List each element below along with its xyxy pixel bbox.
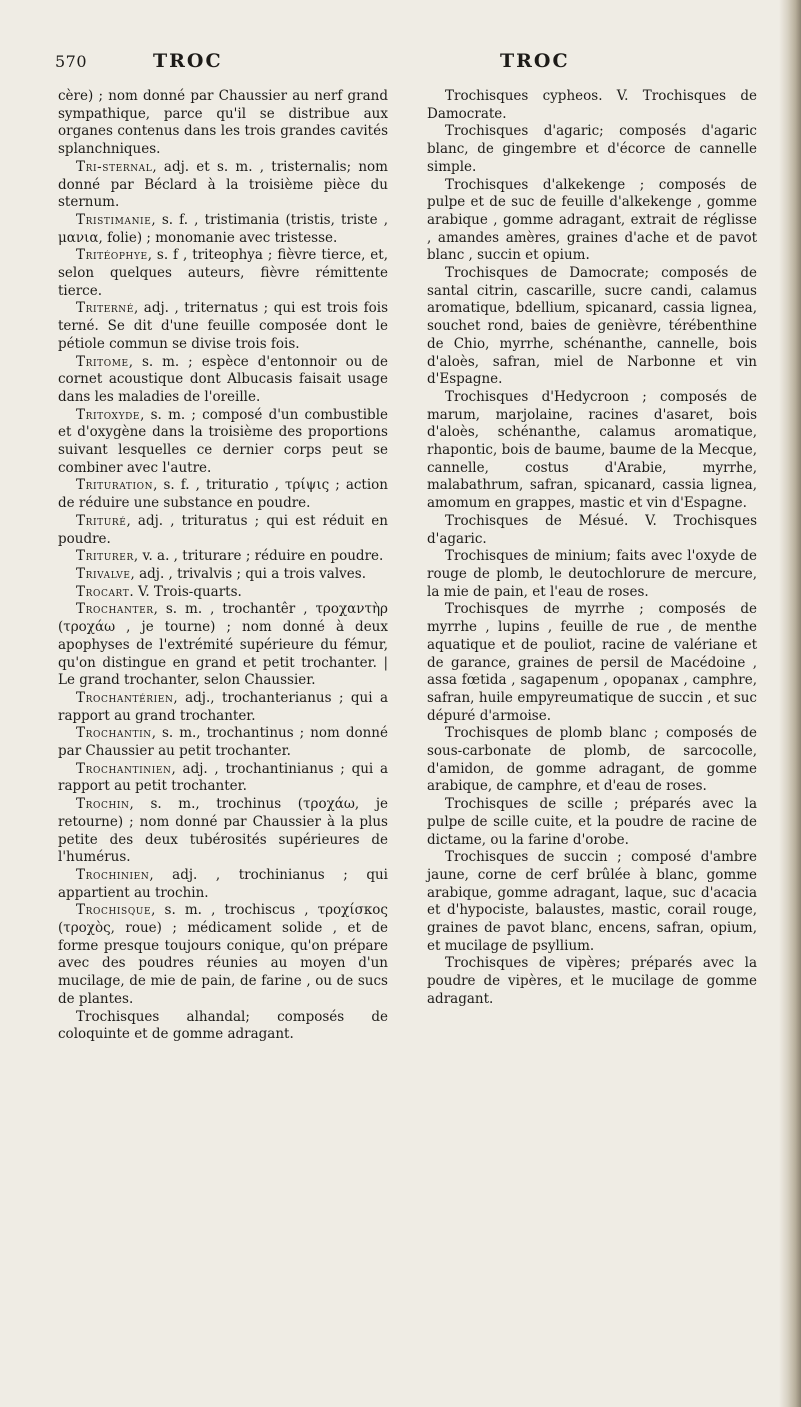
- entry-definition: Trochisques de vipères; préparés avec la poudre de vipères, et le mucilage de gomme adragant.: [427, 955, 757, 1007]
- entry-headword: Triterné: [76, 300, 134, 317]
- dictionary-entry: [58, 867, 388, 902]
- entry-definition: , s. m. ; espèce d'entonnoir ou de cornet acoustique dont Albucasis faisait usage dans les maladies de l'oreille.: [58, 353, 388, 405]
- entry-definition: , s. m. , trochiscus , τροχίσκος (τροχὸς, roue) ; médicament solide , et de forme presque toujours conique, qu'on prépare avec des poudres réunies au moyen d'un mucilage, de mie de pain, de farine , ou de sucs de plantes.: [58, 902, 388, 1007]
- entry-definition: Trochisques de plomb blanc ; composés de sous-carbonate de plomb, de sarcocolle, d'amidon, de gomme adragant, de gomme arabique, de camphre, et d'eau de roses.: [427, 725, 757, 795]
- entry-headword: Trochinien: [76, 866, 150, 883]
- entry-definition: cère) ; nom donné par Chaussier au nerf grand sympathique, parce qu'il se distribue aux organes contenus dans les trois grandes cavités splanchniques.: [58, 88, 388, 158]
- dictionary-entry: [58, 548, 388, 566]
- entry-headword: Trochantérien: [76, 689, 174, 706]
- page-binding-edge: [779, 0, 801, 1407]
- entry-definition: , s. f , triteophya ; fièvre tierce, et, selon quelques auteurs, fièvre rémittente tierce.: [58, 247, 388, 299]
- running-head-left: TROC: [153, 50, 223, 72]
- dictionary-entry: [427, 849, 757, 955]
- entry-headword: Triturer: [76, 548, 134, 565]
- dictionary-entry: [427, 725, 757, 796]
- entry-definition: , adj. , trivalvis ; qui a trois valves.: [130, 565, 366, 582]
- dictionary-entry: [427, 265, 757, 389]
- entry-definition: Trochisques de scille ; préparés avec la pulpe de scille cuite, et la poudre de racine de dictame, ou la farine d'orobe.: [427, 796, 757, 848]
- entry-definition: , adj. , triternatus ; qui est trois fois terné. Se dit d'une feuille composée dont le pétiole commun se divise trois fois.: [58, 300, 388, 352]
- left-column: [58, 88, 388, 1044]
- entry-definition: Trochisques de succin ; composé d'ambre jaune, corne de cerf brûlée à blanc, gomme arabique, gomme adragant, laque, suc d'acacia et d'hypociste, balaustes, mastic, corail rouge, graines de pavot blanc, encens, safran, opium, et mucilage de psyllium.: [427, 849, 757, 954]
- dictionary-entry: [58, 690, 388, 725]
- entry-definition: , adj. , trochinianus ; qui appartient au trochin.: [58, 866, 388, 901]
- entry-definition: , adj. et s. m. , tristernalis; nom donné par Béclard à la troisième pièce du sternum.: [58, 158, 388, 211]
- entry-definition: Trochisques cypheos. V. Trochisques de Damocrate.: [427, 88, 757, 122]
- dictionary-entry: [58, 88, 388, 159]
- entry-definition: Trochisques de Mésué. V. Trochisques d'agaric.: [427, 512, 757, 547]
- dictionary-entry: [58, 584, 388, 602]
- dictionary-entry: [427, 123, 757, 176]
- entry-headword: Trituré: [76, 512, 127, 529]
- dictionary-entry: [58, 477, 388, 512]
- dictionary-entry: [58, 407, 388, 478]
- dictionary-entry: [58, 247, 388, 300]
- entry-headword: Trochanter: [76, 601, 154, 618]
- entry-definition: Trochisques de Damocrate; composés de santal citrin, cascarille, sucre candi, calamus aromatique, bdellium, spicanard, cassia lignea, souchet rond, baies de genièvre, térébenthine de Chio, myrrhe, schénanthe, cannelle, bois d'aloès, safran, miel de Narbonne et vin d'Espagne.: [427, 265, 757, 388]
- dictionary-entry: [58, 902, 388, 1008]
- entry-headword: Tritéophye: [76, 247, 148, 264]
- right-column: [427, 88, 757, 1009]
- dictionary-entry: [427, 389, 757, 513]
- entry-definition: Trochisques d'Hedycroon ; composés de marum, marjolaine, racines d'asaret, bois d'aloès, schénanthe, calamus aromatique, rhapontic, bois de baume, baume de la Mecque, cannelle, costus d'Arabie, myrrhe, malabathrum, safran, spicanard, cassia lignea, amomum en grappes, mastic et vin d'Espagne.: [427, 388, 757, 512]
- entry-headword: Tritoxyde: [76, 406, 141, 423]
- dictionary-entry: [427, 548, 757, 601]
- entry-headword: Tritome: [76, 353, 129, 370]
- dictionary-entry: [58, 725, 388, 760]
- dictionary-entry: [427, 955, 757, 1008]
- dictionary-entry: [427, 601, 757, 725]
- entry-definition: , adj. , trochantinianus ; qui a rapport au petit trochanter.: [58, 760, 388, 795]
- entry-definition: , s. m. , trochantêr , τροχαντὴρ (τροχάω , je tourne) ; nom donné à deux apophyses de l'extrémité supérieure du fémur, qu'on distingue en grand et petit trochanter. | Le grand trochanter, selon Chaussier.: [58, 601, 388, 689]
- entry-headword: Tri-sternal: [76, 158, 153, 175]
- dictionary-entry: [58, 566, 388, 584]
- dictionary-entry: [427, 177, 757, 266]
- entry-headword: Trocart: [76, 583, 130, 600]
- entry-definition: . V. Trois-quarts.: [129, 583, 242, 600]
- entry-definition: Trochisques d'agaric; composés d'agaric blanc, de gingembre et d'écorce de cannelle simple.: [427, 123, 757, 175]
- dictionary-entry: [58, 796, 388, 867]
- entry-definition: , s. m., trochantinus ; nom donné par Chaussier au petit trochanter.: [58, 725, 388, 760]
- entry-definition: Trochisques de myrrhe ; composés de myrrhe , lupins , feuille de rue , de menthe aquatique et de pouliot, racine de valériane et de garance, graines de persil de Macédoine , assa fœtida , sagapenum , opopanax , camphre, safran, huile empyreumatique de succin , et suc dépuré d'armoise.: [427, 601, 757, 724]
- entry-definition: , s. f. , tristimania (tristis, triste , μανια, folie) ; monomanie avec tristesse.: [58, 211, 388, 246]
- entry-headword: Trochin: [76, 796, 130, 813]
- dictionary-entry: [427, 513, 757, 548]
- entry-definition: , s. m., trochinus (τροχάω, je retourne) ; nom donné par Chaussier à la plus petite des deux tubérosités supérieures de l'humérus.: [58, 796, 388, 866]
- dictionary-entry: [58, 1009, 388, 1044]
- dictionary-entry: [58, 300, 388, 353]
- dictionary-entry: [58, 212, 388, 247]
- entry-definition: Trochisques alhandal; composés de coloquinte et de gomme adragant.: [58, 1008, 388, 1043]
- dictionary-entry: [427, 796, 757, 849]
- dictionary-entry: [58, 761, 388, 796]
- entry-headword: Trochantinien: [76, 760, 172, 777]
- dictionary-entry: [58, 601, 388, 690]
- dictionary-entry: [58, 354, 388, 407]
- entry-definition: Trochisques de minium; faits avec l'oxyde de rouge de plomb, le deutochlorure de mercure, la mie de pain, et l'eau de roses.: [427, 548, 757, 600]
- entry-headword: Trochisque: [76, 902, 152, 919]
- entry-definition: , v. a. , triturare ; réduire en poudre.: [133, 548, 384, 565]
- entry-definition: , adj. , trituratus ; qui est réduit en poudre.: [58, 512, 388, 547]
- entry-headword: Trituration: [76, 477, 154, 494]
- entry-definition: , adj., trochanterianus ; qui a rapport au grand trochanter.: [58, 689, 388, 724]
- running-head-right: TROC: [500, 50, 570, 72]
- dictionary-entry: [58, 513, 388, 548]
- entry-headword: Trochantin: [76, 725, 152, 742]
- entry-definition: , s. f. , trituratio , τρίψις ; action de réduire une substance en poudre.: [58, 477, 388, 512]
- page-number: 570: [55, 52, 88, 71]
- entry-headword: Trivalve: [76, 565, 131, 582]
- dictionary-entry: [58, 159, 388, 212]
- dictionary-entry: [427, 88, 757, 123]
- entry-definition: , s. m. ; composé d'un combustible et d'oxygène dans la troisième des proportions suivant lesquelles ce dernier corps peut se combiner avec l'autre.: [58, 406, 388, 476]
- entry-headword: Tristimanie: [76, 211, 152, 228]
- entry-definition: Trochisques d'alkekenge ; composés de pulpe et de suc de feuille d'alkekenge , gomme arabique , gomme adragant, extrait de réglisse , amandes amères, graines d'ache et de pavot blanc , succin et opium.: [427, 176, 757, 264]
